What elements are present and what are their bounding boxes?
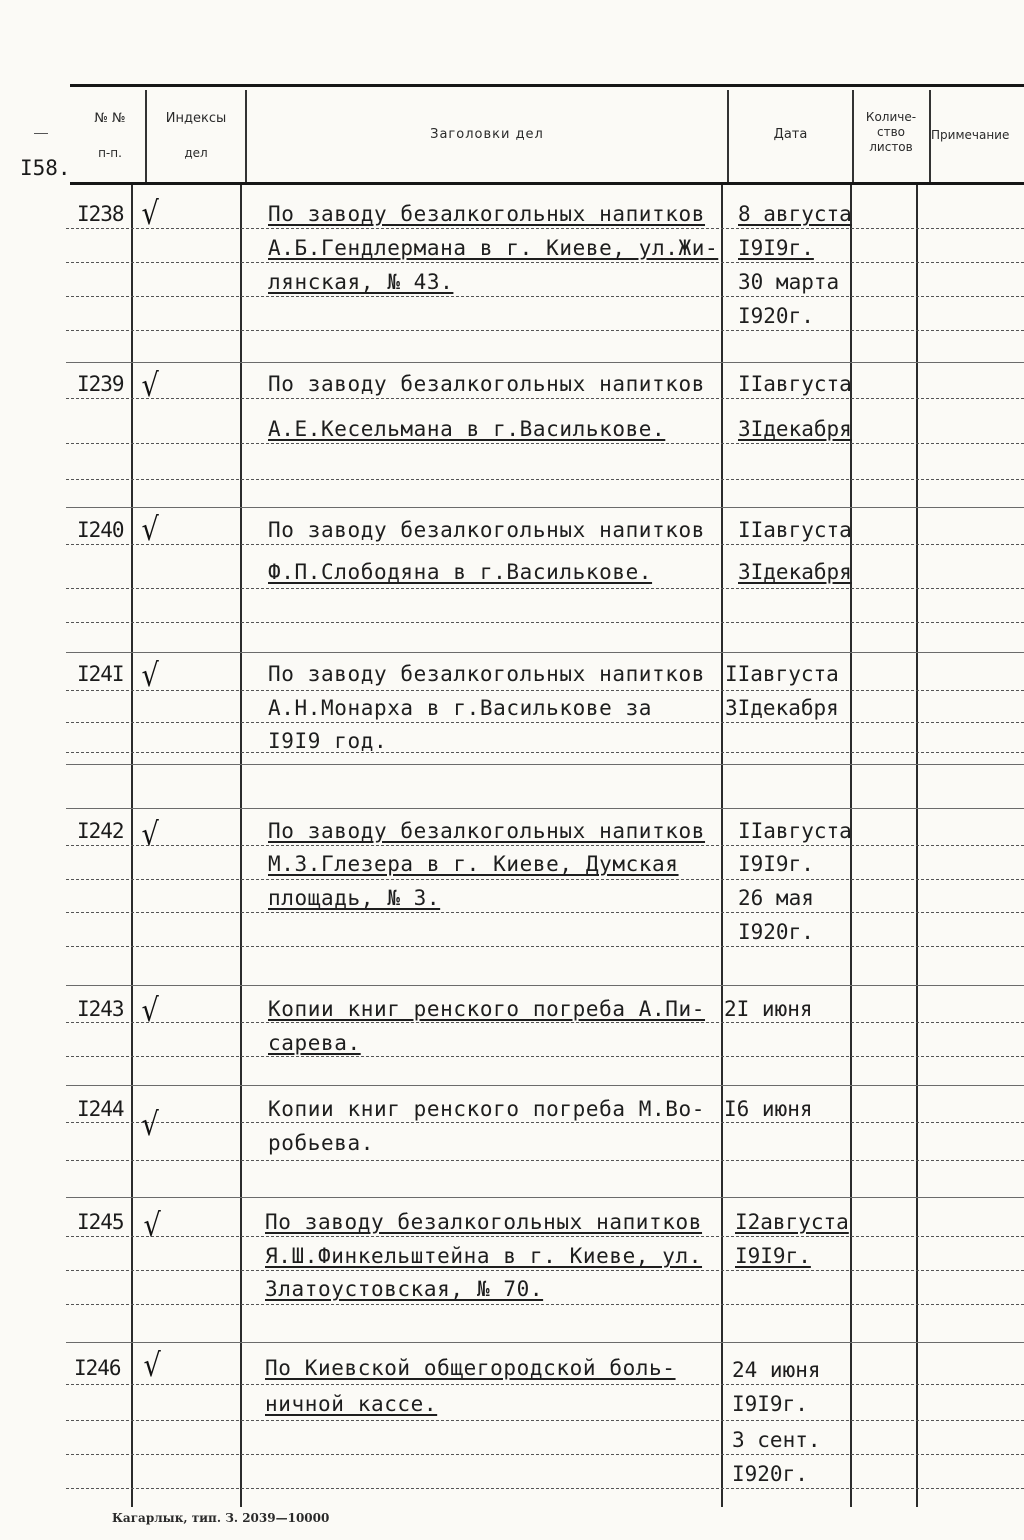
column-line [721,185,723,1507]
entry-title-line: Копии книг ренского погреба А.Пи- [268,997,706,1021]
check-mark: √ [143,1346,161,1384]
header-date-col: Дата [773,127,808,142]
entry-title-line: А.Н.Монарха в г.Василькове за [268,696,653,720]
entry-date-line: I9I9г. [735,1244,811,1268]
row-dash-rule [66,588,1024,589]
entry-title-line: По заводу безалкогольных напитков [268,819,706,843]
entry-date-line: 30 марта [738,270,840,294]
row-dash-rule [66,879,1024,880]
header-number-line1: № № [94,111,126,126]
row-rule [66,764,1024,765]
row-rule [66,985,1024,986]
row-dash-rule [66,1304,1024,1305]
entry-title-line: I9I9 год. [268,729,388,753]
header-sheets-col [854,110,928,155]
header-index-line1: Индексы [165,111,227,126]
row-rule [66,652,1024,653]
row-dash-rule [66,544,1024,545]
header-divider [727,90,729,184]
row-dash-rule [66,1122,1024,1123]
entry-title-line: ничной кассе. [265,1392,438,1416]
check-mark: √ [141,991,159,1029]
entry-date-line: 3Iдекабря [738,560,852,584]
column-line [240,185,242,1507]
entry-date-line: IIавгуста [738,518,852,542]
entry-title-line: Я.Ш.Финкельштейна в г. Киеве, ул. [265,1244,703,1268]
entry-title-line: По заводу безалкогольных напитков [268,202,706,226]
entry-date-line: I920г. [732,1462,808,1486]
header-index-col [148,111,244,161]
entry-date-line: IIавгуста [738,372,852,396]
entry-title-line: робьева. [268,1131,374,1155]
check-mark: √ [143,1206,161,1244]
entry-title-line: По заводу безалкогольных напитков [268,662,706,686]
row-dash-rule [66,330,1024,331]
check-mark: √ [141,1105,159,1143]
entry-date-line: I920г. [738,920,814,944]
check-mark: √ [141,194,159,232]
entry-title-line: М.З.Глезера в г. Киеве, Думская [268,852,679,876]
entry-number: I244 [77,1097,124,1121]
row-dash-rule [66,946,1024,947]
header-divider [145,90,147,184]
row-dash-rule [66,690,1024,691]
row-dash-rule [66,1384,1024,1385]
entry-title-line: Златоустовская, № 70. [265,1277,544,1301]
check-mark: √ [141,656,159,694]
row-dash-rule [66,228,1024,229]
row-dash-rule [66,845,1024,846]
entry-date-line: I9I9г. [732,1392,808,1416]
row-dash-rule [66,1270,1024,1271]
entry-date-line: 3Iдекабря [738,417,852,441]
row-dash-rule [66,1488,1024,1489]
row-dash-rule [66,622,1024,623]
entry-date-line: I6 июня [724,1097,813,1121]
entry-number: I238 [77,202,124,226]
check-mark: √ [141,815,159,853]
header-notes-col: Примечание [931,128,1010,142]
row-rule [66,1342,1024,1343]
entry-title-line: По заводу безалкогольных напитков [268,518,706,542]
header-title-col: Заголовки дел [430,127,544,142]
header-index-line2: дел [184,146,208,160]
entry-date-line: 3 сент. [732,1428,821,1452]
entry-title-line: А.Е.Кесельмана в г.Василькове. [268,417,666,441]
entry-title-line: А.Б.Гендлермана в г. Киеве, ул.Жи- [268,236,719,260]
row-rule [66,1197,1024,1198]
row-dash-rule [66,479,1024,480]
row-dash-rule [66,262,1024,263]
entry-date-line: I920г. [738,304,814,328]
entry-title-line: По Киевской общегородской боль- [265,1356,676,1380]
entry-number: I242 [77,819,124,843]
entry-title-line: Копии книг ренского погреба М.Во- [268,1097,706,1121]
entry-number: I24I [77,662,124,686]
entry-date-line: I9I9г. [738,852,814,876]
header-sheets-line3: листов [869,140,913,154]
header-divider [245,90,247,184]
row-rule [66,808,1024,809]
row-rule [66,1085,1024,1086]
row-dash-rule [66,1420,1024,1421]
entry-title-line: площадь, № 3. [268,886,441,910]
header-top-rule [70,84,1024,87]
entry-title-line: Ф.П.Слободяна в г.Василькове. [268,560,653,584]
check-mark: √ [141,510,159,548]
row-dash-rule [66,1056,1024,1057]
row-dash-rule [66,1454,1024,1455]
check-mark: √ [141,366,159,404]
entry-number: I243 [77,997,124,1021]
header-number-col [75,111,145,161]
row-dash-rule [66,1160,1024,1161]
row-dash-rule [66,398,1024,399]
entry-date-line: 24 июня [732,1358,821,1382]
row-dash-rule [66,752,1024,753]
header-number-line2: п-п. [98,146,122,160]
row-dash-rule [66,1236,1024,1237]
column-line [916,185,918,1507]
entry-date-line: 8 августа [738,202,852,226]
row-dash-rule [66,1022,1024,1023]
row-rule [66,362,1024,363]
row-dash-rule [66,296,1024,297]
margin-dash [34,133,48,134]
entry-title-line: лянская, № 43. [268,270,454,294]
column-line [131,185,133,1507]
entry-date-line: 26 мая [738,886,814,910]
entry-date-line: 3Iдекабря [725,696,839,720]
entry-date-line: IIавгуста [738,819,852,843]
entry-title-line: сарева. [268,1031,361,1055]
entry-number: I245 [77,1210,124,1234]
entry-number: I240 [77,518,124,542]
entry-date-line: I2августа [735,1210,849,1234]
header-sheets-line2: ство [876,125,905,139]
row-dash-rule [66,722,1024,723]
row-dash-rule [66,443,1024,444]
row-dash-rule [66,912,1024,913]
entry-title-line: По заводу безалкогольных напитков [265,1210,703,1234]
entry-title-line: По заводу безалкогольных напитков [268,372,706,396]
entry-date-line: I9I9г. [738,236,814,260]
entry-number: I239 [77,372,124,396]
entry-date-line: IIавгуста [725,662,839,686]
printer-imprint: Кагарлык, тип. З. 2039—10000 [112,1511,330,1525]
sheet-number: I58. [20,156,71,180]
header-sheets-line1: Количе- [865,110,917,124]
row-rule [66,507,1024,508]
header-bottom-rule [70,182,1024,185]
entry-number: I246 [74,1356,121,1380]
entry-date-line: 2I июня [724,997,813,1021]
